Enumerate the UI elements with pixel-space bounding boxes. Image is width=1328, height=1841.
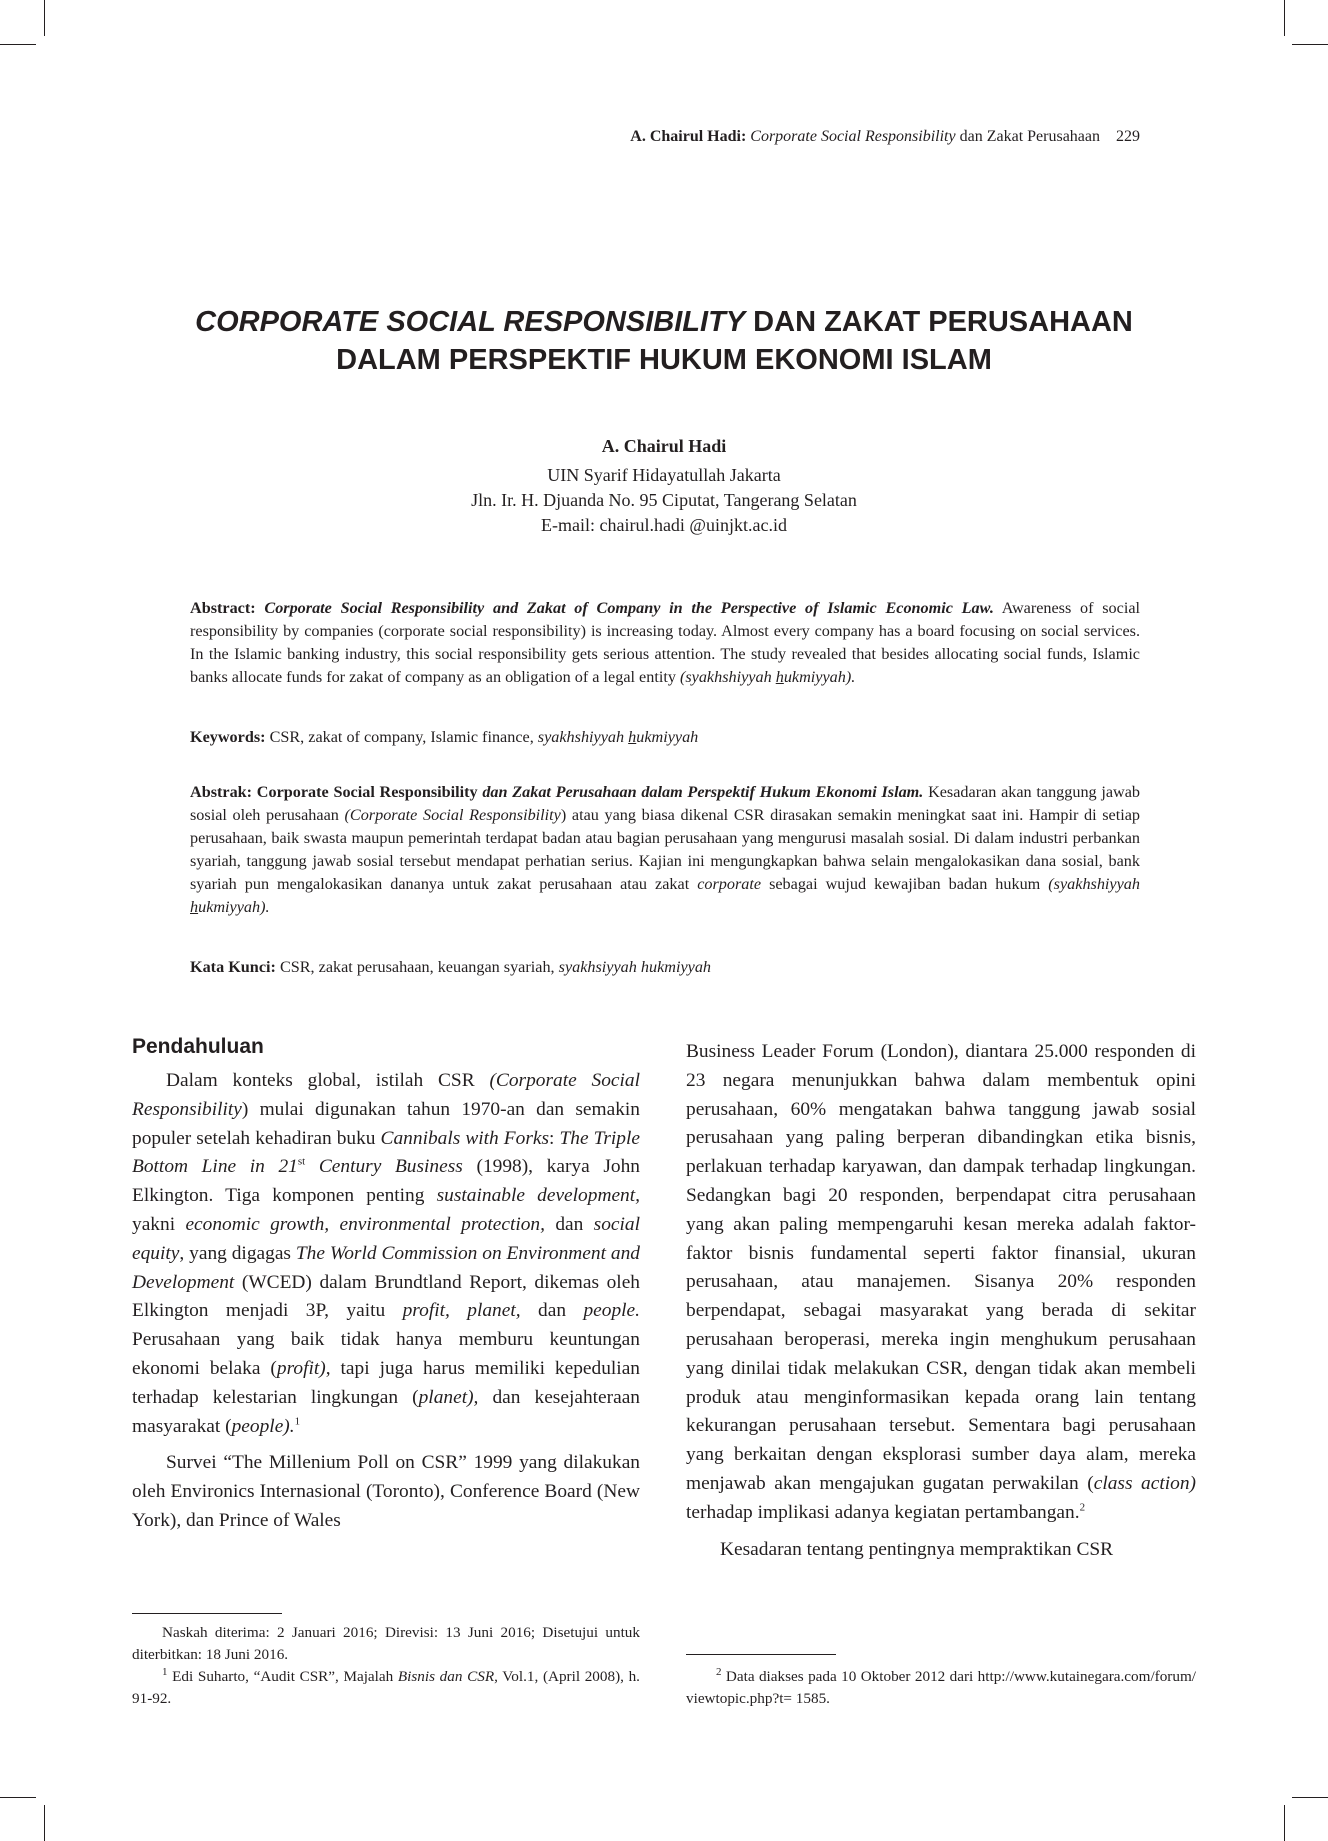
keywords-label: Keywords: xyxy=(190,728,266,746)
crop-mark xyxy=(0,1797,36,1798)
footnote-ref[interactable]: 1 xyxy=(294,1415,301,1428)
author-name: A. Chairul Hadi xyxy=(601,436,727,456)
crop-mark xyxy=(1284,1805,1285,1841)
abstract-label: Abstract: xyxy=(190,599,256,617)
paragraph: Kesadaran tentang pentingnya mempraktikan CSR xyxy=(720,1538,1114,1560)
author-block xyxy=(0,434,1328,538)
abstrak-term: (syakhshiyyah hukmiyyah). xyxy=(190,875,1140,916)
footnotes-right xyxy=(686,1666,1196,1710)
body-column-left xyxy=(132,1033,640,1536)
author-email: E-mail: chairul.hadi @uinjkt.ac.id xyxy=(540,515,787,535)
footnote-1: $^1$ Edi Suharto, “Audit CSR”, Majalah Bisnis dan CSR, Vol.1, (April 2008), h. 91-92. xyxy=(132,1665,640,1707)
paragraph: Business Leader Forum (London), diantara 25.000 responden di 23 negara menunjukkan bahwa dalam membentuk opini perusahaan, 60% mengatakan bahwa tanggung jawab sosial perusahaan yang paling berperan dibandingkan etika bisnis, perlakuan terhadap karyawan, dan dampak terhadap lingkungan. Sedangkan bagi 20 responden, berpendapat citra perusahaan yang akan paling mempengaruhi kesan mereka adalah faktor-faktor bisnis fundamental seperti faktor finansial, ukuran perusahaan, atau manajemen. Sisanya 20% responden berpendapat, sebagai masyarakat yang berada di sekitar perusahaan beroperasi, mereka ingin menghukum perusahaan yang dinilai tidak melakukan CSR, dengan tidak akan membeli produk atau menginformasikan kepada orang lain tentang kekurangan perusahaan tersebut. Sementara bagi perusahaan yang berkaitan dengan eksplorasi sumber daya alam, mereka menjawab akan mengajukan gugatan perwakilan (class action) terhadap implikasi adanya kegiatan pertambangan.$^2$ xyxy=(686,1041,1196,1523)
footnote-rule xyxy=(132,1613,282,1614)
keywords-text: CSR, zakat of company, Islamic finance, xyxy=(269,728,534,746)
received-note: Naskah diterima: 2 Januari 2016; Direvisi: 13 Juni 2016; Disetujui untuk diterbitkan: 18 Juni 2016. xyxy=(132,1624,640,1663)
running-header-title-italic: Corporate Social Responsibility xyxy=(750,128,956,145)
paragraph: Dalam konteks global, istilah CSR (Corporate Social Responsibility) mulai digunakan tahun 1970-an dan semakin populer setelah kehadiran buku Cannibals with Forks: The Triple Bottom Line in 21st Century Business (1998), karya John Elkington. Tiga komponen penting sustainable development, yakni economic growth, environmental protection, dan social equity, yang digagas The World Commission on Environment and Development (WCED) dalam Brundtland Report, dikemas oleh Elkington menjadi 3P, yaitu profit, planet, dan people. Perusahaan yang baik tidak hanya memburu keuntungan ekonomi belaka (profit), tapi juga harus memiliki kepedulian terhadap kelestarian lingkungan (planet), dan kesejahteraan masyarakat (people).$^1$ xyxy=(132,1070,641,1437)
footnote-2: $^2$ Data diakses pada 10 Oktober 2012 dari http://www.kutainegara.com/forum/ viewtopic.php?t= 1585. xyxy=(686,1665,1196,1707)
keywords-indonesian xyxy=(190,956,1140,979)
paragraph: Survei “The Millenium Poll on CSR” 1999 yang dilakukan oleh Environics Internasional (Toronto), Conference Board (New York), dan Prince of Wales xyxy=(132,1452,640,1531)
abstrak-label: Abstrak: xyxy=(190,783,253,801)
crop-mark xyxy=(0,44,36,45)
abstrak-body-2: ) atau yang biasa dikenal CSR dirasakan semakin meningkat saat ini. Hampir di setiap perusahaan, baik swasta maupun pemerintah terdapat badan atau bagian perusahaan yang mengurusi masalah sosial. Di dalam industri perbankan syariah, tanggung jawab sosial tersebut mendapat perhatian serius. Kajian ini mengungkapkan bahwa selain mengalokasikan dana sosial, bank syariah pun mengalokasikan dananya untuk zakat perusahaan atau zakat xyxy=(190,806,1141,893)
abstrak-body-csr: (Corporate Social Responsibility xyxy=(344,806,561,824)
crop-mark xyxy=(44,0,45,36)
body-column-right xyxy=(686,1038,1196,1564)
footnote-ref[interactable]: 2 xyxy=(1079,1501,1086,1514)
abstrak-body-1: Kesadaran akan tanggung jawab sosial oleh perusahaan xyxy=(190,783,1141,824)
keywords-term: syakhshiyyah hukmiyyah xyxy=(537,728,699,746)
crop-mark xyxy=(1292,44,1328,45)
page-number: 229 xyxy=(1116,128,1140,145)
kata-kunci-term: syakhsiyyah hukmiyyah xyxy=(558,958,712,976)
abstract-title: Corporate Social Responsibility and Zakat of Company in the Perspective of Islamic Economic Law. xyxy=(264,599,994,617)
keywords-english xyxy=(190,726,1140,749)
running-header-title: dan Zakat Perusahaan xyxy=(955,128,1100,145)
abstract-body: Awareness of social responsibility by companies (corporate social responsibility) is increasing today. Almost every company has a board focusing on social services. In the Islamic banking industry, this social responsibility gets serious attention. The study revealed that besides allocating social funds, Islamic banks allocate funds for zakat of company as an obligation of a legal entity xyxy=(190,599,1141,686)
crop-mark xyxy=(1292,1797,1328,1798)
article-title-rest: DAN ZAKAT PERUSAHAAN xyxy=(745,306,1133,338)
crop-mark xyxy=(1284,0,1285,36)
abstract-english xyxy=(190,597,1140,689)
abstrak-body-3: sebagai wujud kewajiban badan hukum xyxy=(769,875,1041,893)
abstract-indonesian xyxy=(190,781,1140,919)
abstrak-title-italic: dan Zakat Perusahaan dalam Perspektif Hukum Ekonomi Islam. xyxy=(482,783,924,801)
article-title xyxy=(0,303,1328,379)
abstract-term: (syakhshiyyah hukmiyyah). xyxy=(679,668,856,686)
author-affiliation: UIN Syarif Hidayatullah Jakarta xyxy=(547,465,781,485)
article-title-line2: DALAM PERSPEKTIF HUKUM EKONOMI ISLAM xyxy=(336,344,992,376)
footnote-rule xyxy=(686,1654,836,1655)
kata-kunci-text: CSR, zakat perusahaan, keuangan syariah, xyxy=(279,958,555,976)
kata-kunci-label: Kata Kunci: xyxy=(190,958,276,976)
article-title-italic: CORPORATE SOCIAL RESPONSIBILITY xyxy=(195,306,746,338)
footnotes-left xyxy=(132,1622,640,1710)
running-header-author: A. Chairul Hadi: xyxy=(630,128,747,145)
author-address: Jln. Ir. H. Djuanda No. 95 Ciputat, Tangerang Selatan xyxy=(471,490,857,510)
abstrak-title-normal: Corporate Social Responsibility xyxy=(256,783,478,801)
section-heading: Pendahuluan xyxy=(132,1035,264,1058)
abstrak-body-corporate: corporate xyxy=(697,875,762,893)
crop-mark xyxy=(44,1805,45,1841)
running-header xyxy=(630,128,1140,146)
